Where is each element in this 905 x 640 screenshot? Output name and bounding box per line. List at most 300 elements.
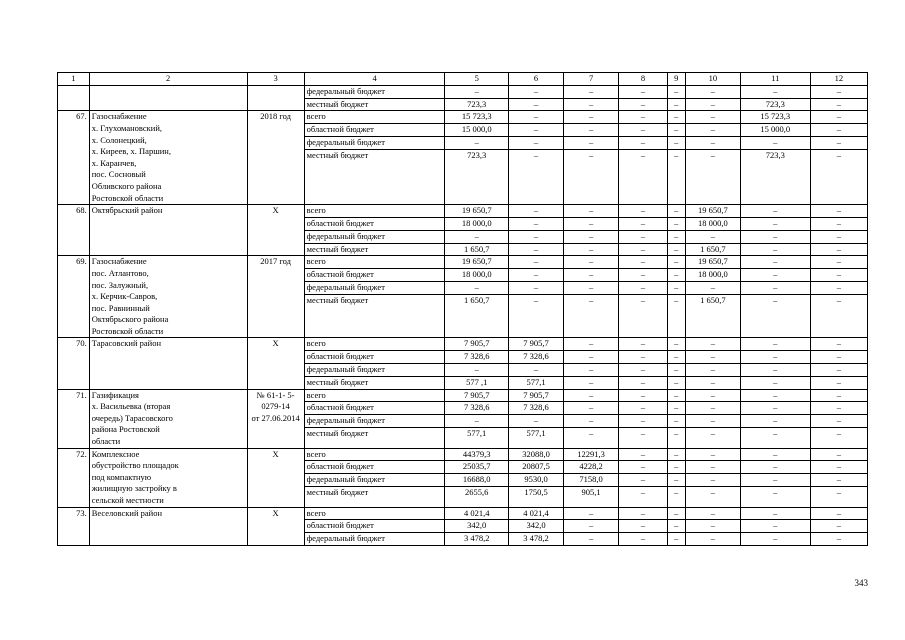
amount-cell: – — [810, 533, 867, 546]
amount-cell: – — [685, 428, 740, 449]
row-number: 67. — [58, 111, 90, 205]
row-number — [58, 85, 90, 111]
amount-cell: – — [445, 85, 509, 98]
row-number: 73. — [58, 507, 90, 545]
amount-cell: – — [564, 402, 619, 415]
amount-cell: – — [810, 364, 867, 377]
amount-cell: – — [619, 461, 668, 474]
object-name-line: пос. Равнинный — [91, 302, 150, 313]
amount-cell: – — [445, 136, 509, 149]
amount-cell: – — [685, 338, 740, 351]
funding-source: областной бюджет — [304, 351, 445, 364]
amount-cell: 1 650,7 — [445, 243, 509, 256]
amount-cell: – — [564, 149, 619, 204]
object-name — [89, 256, 247, 338]
amount-cell: 18 000,0 — [685, 269, 740, 282]
amount-cell: – — [667, 149, 685, 204]
object-name-line: Октябрьского района — [91, 314, 169, 325]
amount-cell: – — [564, 111, 619, 124]
object-name-line: Газификация — [91, 389, 139, 400]
amount-cell: 577,1 — [509, 428, 564, 449]
amount-cell: – — [685, 98, 740, 111]
table-row — [58, 338, 868, 351]
deadline-line: X — [272, 448, 279, 459]
amount-cell: – — [564, 269, 619, 282]
amount-cell: – — [810, 111, 867, 124]
column-header: 5 — [445, 73, 509, 86]
amount-cell: – — [509, 415, 564, 428]
amount-cell: – — [564, 428, 619, 449]
row-number: 69. — [58, 256, 90, 338]
amount-cell: 32088,0 — [509, 448, 564, 461]
amount-cell: 723,3 — [740, 149, 810, 204]
funding-source: местный бюджет — [304, 294, 445, 338]
object-name — [89, 389, 247, 448]
object-name — [89, 338, 247, 389]
object-name-line: х. Васильевка (вторая — [91, 401, 171, 412]
column-header: 10 — [685, 73, 740, 86]
table-row — [58, 111, 868, 124]
amount-cell: – — [740, 243, 810, 256]
amount-cell: – — [619, 507, 668, 520]
amount-cell: 1 650,7 — [685, 294, 740, 338]
amount-cell: – — [619, 205, 668, 218]
amount-cell: – — [685, 351, 740, 364]
amount-cell: – — [740, 364, 810, 377]
budget-table — [57, 72, 868, 546]
amount-cell: – — [667, 338, 685, 351]
amount-cell: – — [667, 136, 685, 149]
amount-cell: 3 478,2 — [509, 533, 564, 546]
amount-cell: – — [564, 351, 619, 364]
funding-source: областной бюджет — [304, 217, 445, 230]
amount-cell: – — [564, 136, 619, 149]
amount-cell: 723,3 — [445, 149, 509, 204]
table-row — [58, 85, 868, 98]
funding-source: федеральный бюджет — [304, 136, 445, 149]
row-number: 68. — [58, 205, 90, 256]
amount-cell: – — [564, 507, 619, 520]
amount-cell: – — [619, 269, 668, 282]
amount-cell: – — [740, 85, 810, 98]
amount-cell: – — [685, 389, 740, 402]
amount-cell: – — [740, 487, 810, 508]
amount-cell: – — [740, 338, 810, 351]
amount-cell: 15 000,0 — [740, 124, 810, 137]
amount-cell: – — [619, 364, 668, 377]
funding-source: всего — [304, 256, 445, 269]
deadline-or-doc — [247, 507, 304, 545]
column-header: 3 — [247, 73, 304, 86]
row-number: 72. — [58, 448, 90, 507]
amount-cell: – — [685, 415, 740, 428]
object-name-line: Тарасовский район — [91, 338, 162, 349]
object-name-line: х. Каранчев, — [91, 157, 137, 168]
amount-cell: – — [667, 85, 685, 98]
amount-cell: – — [509, 217, 564, 230]
amount-cell: – — [667, 230, 685, 243]
amount-cell: 7 905,7 — [445, 389, 509, 402]
amount-cell: – — [740, 402, 810, 415]
amount-cell: – — [564, 85, 619, 98]
amount-cell: – — [810, 402, 867, 415]
deadline-line: 0279-14 — [261, 401, 290, 412]
funding-source: всего — [304, 448, 445, 461]
amount-cell: 15 000,0 — [445, 124, 509, 137]
amount-cell: – — [619, 124, 668, 137]
amount-cell: – — [685, 487, 740, 508]
amount-cell: – — [667, 487, 685, 508]
object-name-line: Ростовской области — [91, 325, 164, 336]
amount-cell: – — [667, 415, 685, 428]
amount-cell: – — [619, 136, 668, 149]
amount-cell: 18 000,0 — [685, 217, 740, 230]
amount-cell: – — [619, 294, 668, 338]
amount-cell: – — [740, 269, 810, 282]
amount-cell: – — [509, 230, 564, 243]
table-row — [58, 389, 868, 402]
amount-cell: – — [564, 243, 619, 256]
column-header: 6 — [509, 73, 564, 86]
amount-cell: – — [667, 520, 685, 533]
amount-cell: – — [564, 415, 619, 428]
amount-cell: 4228,2 — [564, 461, 619, 474]
funding-source: местный бюджет — [304, 487, 445, 508]
amount-cell: – — [740, 520, 810, 533]
object-name-line: Комплексное — [91, 448, 140, 459]
amount-cell: – — [667, 269, 685, 282]
amount-cell: 1 650,7 — [685, 243, 740, 256]
amount-cell: – — [685, 520, 740, 533]
amount-cell: – — [445, 230, 509, 243]
amount-cell: – — [619, 338, 668, 351]
amount-cell: – — [810, 448, 867, 461]
amount-cell: – — [509, 98, 564, 111]
amount-cell: – — [564, 230, 619, 243]
amount-cell: – — [810, 124, 867, 137]
amount-cell: – — [619, 520, 668, 533]
amount-cell: 7 328,6 — [509, 351, 564, 364]
page-number: 343 — [854, 578, 868, 588]
amount-cell: – — [810, 85, 867, 98]
amount-cell: – — [509, 124, 564, 137]
amount-cell: – — [740, 217, 810, 230]
amount-cell: – — [619, 487, 668, 508]
amount-cell: – — [619, 351, 668, 364]
amount-cell: – — [564, 98, 619, 111]
table-row — [58, 256, 868, 269]
amount-cell: – — [810, 520, 867, 533]
amount-cell: 7 328,6 — [445, 351, 509, 364]
amount-cell: – — [685, 124, 740, 137]
funding-source: федеральный бюджет — [304, 230, 445, 243]
object-name-line: х. Глухомановский, — [91, 122, 163, 133]
amount-cell: – — [685, 507, 740, 520]
amount-cell: – — [667, 243, 685, 256]
amount-cell: – — [740, 376, 810, 389]
header-row — [58, 73, 868, 86]
amount-cell: – — [619, 111, 668, 124]
amount-cell: – — [810, 507, 867, 520]
amount-cell: – — [509, 256, 564, 269]
amount-cell: 20807,5 — [509, 461, 564, 474]
amount-cell: – — [564, 217, 619, 230]
amount-cell: 19 650,7 — [685, 205, 740, 218]
amount-cell: – — [740, 507, 810, 520]
amount-cell: – — [445, 415, 509, 428]
amount-cell: – — [667, 256, 685, 269]
amount-cell: – — [740, 461, 810, 474]
object-name — [89, 111, 247, 205]
amount-cell: – — [740, 136, 810, 149]
column-header: 8 — [619, 73, 668, 86]
amount-cell: – — [685, 376, 740, 389]
amount-cell: 15 723,3 — [740, 111, 810, 124]
amount-cell: – — [810, 338, 867, 351]
deadline-or-doc — [247, 389, 304, 448]
amount-cell: 577 ,1 — [445, 376, 509, 389]
amount-cell: – — [619, 281, 668, 294]
amount-cell: – — [685, 281, 740, 294]
amount-cell: – — [740, 294, 810, 338]
amount-cell: – — [685, 448, 740, 461]
amount-cell: 905,1 — [564, 487, 619, 508]
amount-cell: 7 905,7 — [509, 389, 564, 402]
amount-cell: – — [685, 85, 740, 98]
funding-source: всего — [304, 507, 445, 520]
amount-cell: – — [445, 364, 509, 377]
amount-cell: – — [685, 136, 740, 149]
amount-cell: – — [685, 111, 740, 124]
funding-source: федеральный бюджет — [304, 85, 445, 98]
object-name-line: обустройство площадок — [91, 460, 179, 471]
amount-cell: – — [619, 85, 668, 98]
amount-cell: – — [667, 364, 685, 377]
amount-cell: – — [667, 205, 685, 218]
object-name-line: х. Киреев, х. Паршин, — [91, 146, 171, 157]
amount-cell: – — [810, 136, 867, 149]
amount-cell: 3 478,2 — [445, 533, 509, 546]
funding-source: местный бюджет — [304, 428, 445, 449]
funding-source: всего — [304, 205, 445, 218]
amount-cell: 7 905,7 — [509, 338, 564, 351]
amount-cell: 2655,6 — [445, 487, 509, 508]
amount-cell: – — [667, 533, 685, 546]
funding-source: областной бюджет — [304, 269, 445, 282]
amount-cell: – — [564, 364, 619, 377]
amount-cell: – — [810, 205, 867, 218]
column-header: 11 — [740, 73, 810, 86]
amount-cell: – — [667, 474, 685, 487]
deadline-or-doc — [247, 111, 304, 205]
amount-cell: – — [509, 85, 564, 98]
object-name-line: очередь) Тарасовского — [91, 412, 173, 423]
column-header: 12 — [810, 73, 867, 86]
amount-cell: 723,3 — [445, 98, 509, 111]
object-name-line: Веселовский район — [91, 507, 163, 518]
amount-cell: – — [810, 389, 867, 402]
amount-cell: – — [740, 533, 810, 546]
object-name — [89, 205, 247, 256]
funding-source: федеральный бюджет — [304, 364, 445, 377]
amount-cell: – — [685, 533, 740, 546]
deadline-line: № 61-1- 5- — [256, 389, 295, 400]
table-row — [58, 507, 868, 520]
object-name-line: пос. Сосновый — [91, 169, 146, 180]
column-header: 2 — [89, 73, 247, 86]
object-name-line: пос. Залужный, — [91, 279, 149, 290]
amount-cell: – — [564, 294, 619, 338]
amount-cell: – — [740, 281, 810, 294]
amount-cell: 1750,5 — [509, 487, 564, 508]
amount-cell: – — [667, 351, 685, 364]
funding-source: областной бюджет — [304, 461, 445, 474]
column-header: 1 — [58, 73, 90, 86]
table-row — [58, 205, 868, 218]
column-header: 7 — [564, 73, 619, 86]
row-number: 70. — [58, 338, 90, 389]
amount-cell: – — [619, 243, 668, 256]
object-name-line: х. Солонецкий, — [91, 134, 147, 145]
amount-cell: – — [564, 389, 619, 402]
amount-cell: – — [740, 205, 810, 218]
amount-cell: – — [810, 281, 867, 294]
funding-source: областной бюджет — [304, 124, 445, 137]
amount-cell: – — [619, 533, 668, 546]
amount-cell: – — [667, 281, 685, 294]
amount-cell: – — [509, 136, 564, 149]
object-name-line: области — [91, 436, 121, 447]
amount-cell: – — [667, 428, 685, 449]
funding-source: всего — [304, 338, 445, 351]
deadline-line: X — [272, 205, 279, 216]
amount-cell: 577,1 — [445, 428, 509, 449]
amount-cell: 25035,7 — [445, 461, 509, 474]
amount-cell: 342,0 — [509, 520, 564, 533]
deadline-line: 2017 год — [260, 256, 291, 267]
amount-cell: 9530,0 — [509, 474, 564, 487]
amount-cell: – — [740, 256, 810, 269]
amount-cell: – — [740, 415, 810, 428]
amount-cell: – — [619, 149, 668, 204]
amount-cell: 19 650,7 — [445, 205, 509, 218]
amount-cell: – — [667, 98, 685, 111]
amount-cell: 342,0 — [445, 520, 509, 533]
amount-cell: – — [667, 507, 685, 520]
amount-cell: – — [564, 205, 619, 218]
amount-cell: – — [667, 376, 685, 389]
amount-cell: 18 000,0 — [445, 269, 509, 282]
object-name — [89, 507, 247, 545]
amount-cell: 44379,3 — [445, 448, 509, 461]
deadline-or-doc — [247, 448, 304, 507]
funding-source: областной бюджет — [304, 402, 445, 415]
object-name-line: х. Керчик-Савров, — [91, 291, 158, 302]
object-name-line: Ростовской области — [91, 192, 164, 203]
amount-cell: 1 650,7 — [445, 294, 509, 338]
amount-cell: – — [667, 124, 685, 137]
object-name-line: под компактную — [91, 471, 152, 482]
amount-cell: – — [667, 448, 685, 461]
amount-cell: – — [810, 428, 867, 449]
amount-cell: – — [619, 217, 668, 230]
amount-cell: – — [810, 487, 867, 508]
amount-cell: – — [810, 294, 867, 338]
amount-cell: – — [564, 520, 619, 533]
amount-cell: – — [619, 428, 668, 449]
amount-cell: – — [667, 294, 685, 338]
amount-cell: – — [810, 461, 867, 474]
row-number: 71. — [58, 389, 90, 448]
amount-cell: – — [619, 415, 668, 428]
amount-cell: – — [740, 428, 810, 449]
amount-cell: 7 905,7 — [445, 338, 509, 351]
funding-source: областной бюджет — [304, 520, 445, 533]
amount-cell: 4 021,4 — [509, 507, 564, 520]
funding-source: местный бюджет — [304, 243, 445, 256]
amount-cell: – — [509, 149, 564, 204]
amount-cell: – — [740, 448, 810, 461]
amount-cell: – — [564, 256, 619, 269]
amount-cell: 4 021,4 — [445, 507, 509, 520]
amount-cell: – — [685, 474, 740, 487]
amount-cell: 18 000,0 — [445, 217, 509, 230]
funding-source: местный бюджет — [304, 149, 445, 204]
amount-cell: – — [685, 402, 740, 415]
amount-cell: – — [810, 149, 867, 204]
amount-cell: – — [810, 217, 867, 230]
object-name-line: жилищную застройку в — [91, 483, 177, 494]
deadline-or-doc — [247, 85, 304, 111]
amount-cell: – — [564, 338, 619, 351]
funding-source: местный бюджет — [304, 98, 445, 111]
amount-cell: – — [685, 149, 740, 204]
funding-source: всего — [304, 111, 445, 124]
amount-cell: – — [509, 294, 564, 338]
amount-cell: – — [810, 351, 867, 364]
amount-cell: 7 328,6 — [445, 402, 509, 415]
object-name-line: Газоснабжение — [91, 111, 147, 122]
amount-cell: – — [564, 376, 619, 389]
amount-cell: – — [740, 389, 810, 402]
amount-cell: – — [619, 389, 668, 402]
deadline-or-doc — [247, 205, 304, 256]
table-row — [58, 448, 868, 461]
amount-cell: – — [810, 230, 867, 243]
amount-cell: – — [619, 98, 668, 111]
object-name-line: Газоснабжение — [91, 256, 147, 267]
funding-source: федеральный бюджет — [304, 281, 445, 294]
amount-cell: 7158,0 — [564, 474, 619, 487]
funding-source: федеральный бюджет — [304, 415, 445, 428]
amount-cell: – — [667, 217, 685, 230]
amount-cell: – — [810, 269, 867, 282]
funding-source: местный бюджет — [304, 376, 445, 389]
amount-cell: 12291,3 — [564, 448, 619, 461]
amount-cell: – — [810, 98, 867, 111]
amount-cell: – — [564, 533, 619, 546]
object-name-line: сельской местности — [91, 495, 164, 506]
amount-cell: 7 328,6 — [509, 402, 564, 415]
amount-cell: – — [810, 243, 867, 256]
object-name — [89, 448, 247, 507]
amount-cell: – — [667, 111, 685, 124]
column-header: 4 — [304, 73, 445, 86]
column-header: 9 — [667, 73, 685, 86]
deadline-or-doc — [247, 256, 304, 338]
amount-cell: – — [810, 376, 867, 389]
amount-cell: 19 650,7 — [445, 256, 509, 269]
